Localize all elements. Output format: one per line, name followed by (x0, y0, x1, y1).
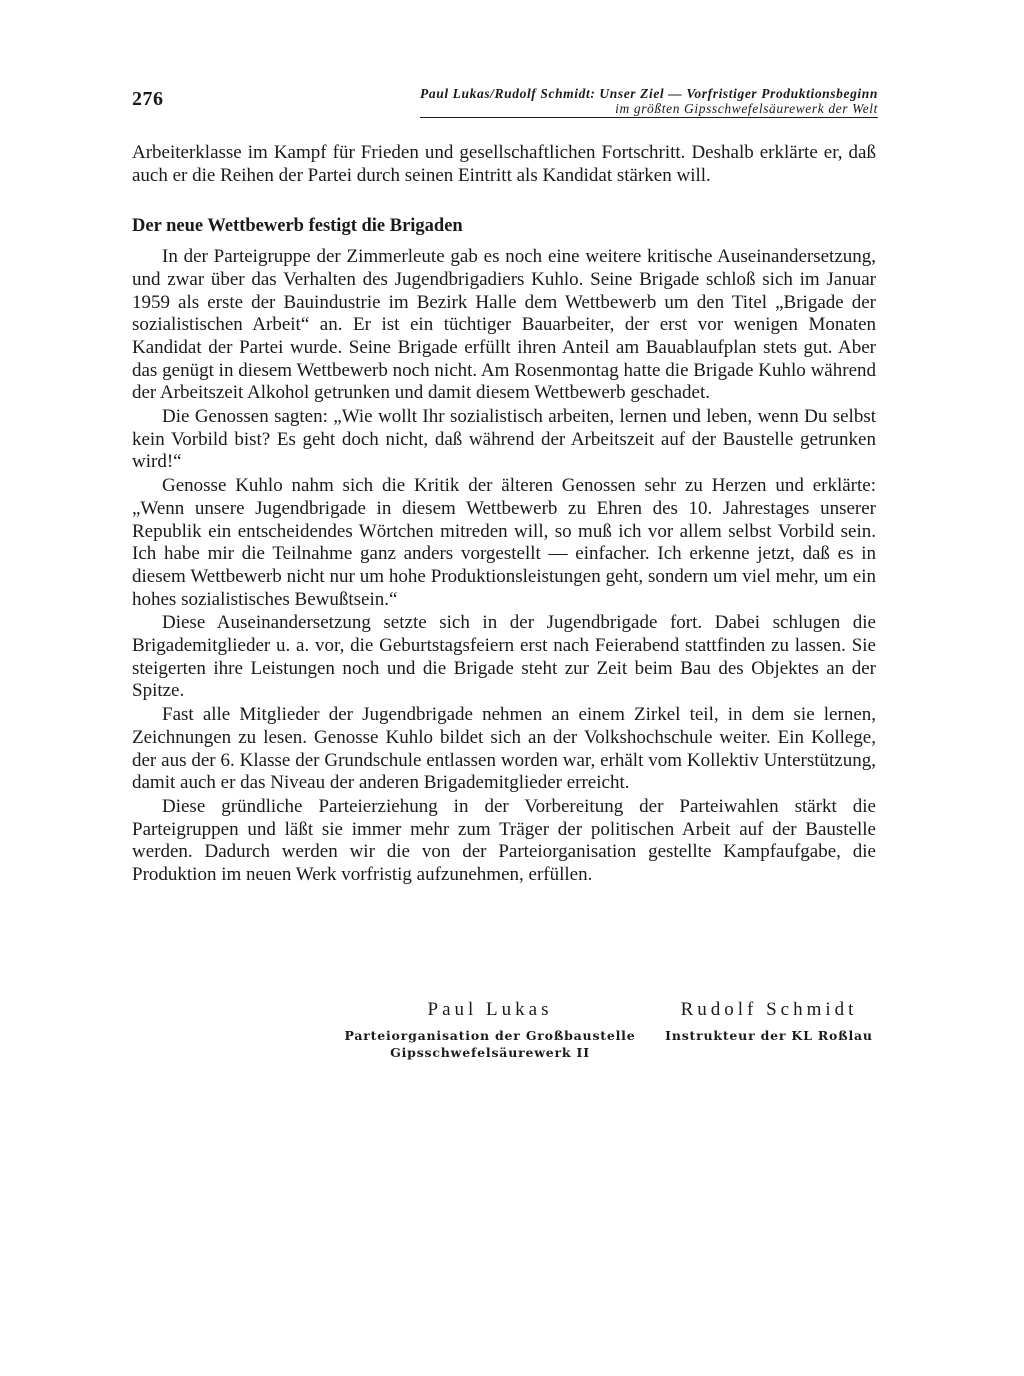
signature-role-right-line-1: Instrukteur der KL Roßlau (665, 1028, 873, 1043)
paragraph-5: Fast alle Mitglieder der Jugendbrigade nehmen an einem Zirkel teil, in dem sie lernen, Zeichnungen zu lesen. Genosse Kuhlo bildet sich an der Volkshochschule weiter. Ein Kollege, der aus der 6. Klasse der Grundschule entlassen worden war, erhält vom Kollektiv Unterstützung, damit auch er das Niveau der anderen Brigademitglieder erreicht. (132, 704, 876, 794)
signature-name-right: Rudolf Schmidt (680, 999, 858, 1020)
page-header (132, 86, 878, 120)
signature-right (658, 998, 880, 1044)
running-title-line-2: im größten Gipsschwefelsäurewerk der Welt (420, 101, 878, 118)
page-number: 276 (132, 88, 164, 110)
section-heading: Der neue Wettbewerb festigt die Brigaden (132, 216, 463, 237)
signature-role-left-line-2: Gipsschwefelsäurewerk II (390, 1045, 590, 1060)
paragraph-6: Diese gründliche Parteierziehung in der Vorbereitung der Parteiwahlen stärkt die Parteigruppen und läßt sie immer mehr zum Träger der politischen Arbeit auf der Baustelle werden. Dadurch werden wir die von der Parteiorganisation gestellte Kampfaufgabe, die Produktion im neuen Werk vorfristig aufzunehmen, erfüllen. (132, 795, 876, 886)
signature-block (340, 998, 880, 1068)
signature-name-left: Paul Lukas (427, 999, 553, 1020)
paragraph-2: Die Genossen sagten: „Wie wollt Ihr sozialistisch arbeiten, lernen und leben, wenn Du selbst kein Vorbild bist? Es geht doch nicht, daß während der Arbeitszeit auf der Baustelle getrunken wird!“ (132, 406, 876, 473)
paragraph-1: In der Parteigruppe der Zimmerleute gab es noch eine weitere kritische Auseinandersetzung, und zwar über das Verhalten des Jugendbrigadiers Kuhlo. Seine Brigade schloß sich im Januar 1959 als erste der Bauindustrie im Bezirk Halle dem Wettbewerb um den Titel „Brigade der sozialistischen Arbeit“ an. Er ist ein tüchtiger Bauarbeiter, der erst vor wenigen Monaten Kandidat der Partei wurde. Seine Brigade erfüllt ihren Anteil am Bauablaufplan stets gut. Aber das genügt in diesem Wettbewerb noch nicht. Am Rosenmontag hatte die Brigade Kuhlo während der Arbeitszeit Alkohol getrunken und damit diesem Wettbewerb geschadet. (132, 246, 876, 404)
running-title (420, 86, 878, 118)
article-body (132, 142, 876, 887)
paragraph-3: Genosse Kuhlo nahm sich die Kritik der älteren Genossen sehr zu Herzen und erklärte: „Wenn unsere Jugendbrigade in diesem Wettbewerb zu Ehren des 10. Jahrestages unserer Republik ein entscheidendes Wörtchen mitreden will, so muß ich vor allem selbst Vorbild sein. Ich habe mir die Teilnahme ganz anders vorgestellt — einfacher. Ich erkenne jetzt, daß es in diesem Wettbewerb nicht nur um hohe Produktionsleistungen geht, sondern um viel mehr, um ein hohes sozialistisches Bewußtsein.“ (132, 475, 876, 610)
paragraph-4: Diese Auseinandersetzung setzte sich in der Jugendbrigade fort. Dabei schlugen die Brigademitglieder u. a. vor, die Geburtstagsfeiern erst nach Feierabend stattfinden zu lassen. Sie steigerten ihre Leistungen noch und die Brigade steht zur Zeit beim Bau des Objektes an der Spitze. (132, 612, 876, 702)
opening-paragraph: Arbeiterklasse im Kampf für Frieden und gesellschaftlichen Fortschritt. Deshalb erklärte er, daß auch er die Reihen der Partei durch seinen Eintritt als Kandidat stärken will. (132, 142, 876, 186)
signature-role-left-line-1: Parteiorganisation der Großbaustelle (344, 1028, 636, 1043)
signature-left (340, 998, 640, 1061)
running-title-line-1: Paul Lukas/Rudolf Schmidt: Unser Ziel — Vorfristiger Produktionsbeginn (420, 86, 878, 101)
